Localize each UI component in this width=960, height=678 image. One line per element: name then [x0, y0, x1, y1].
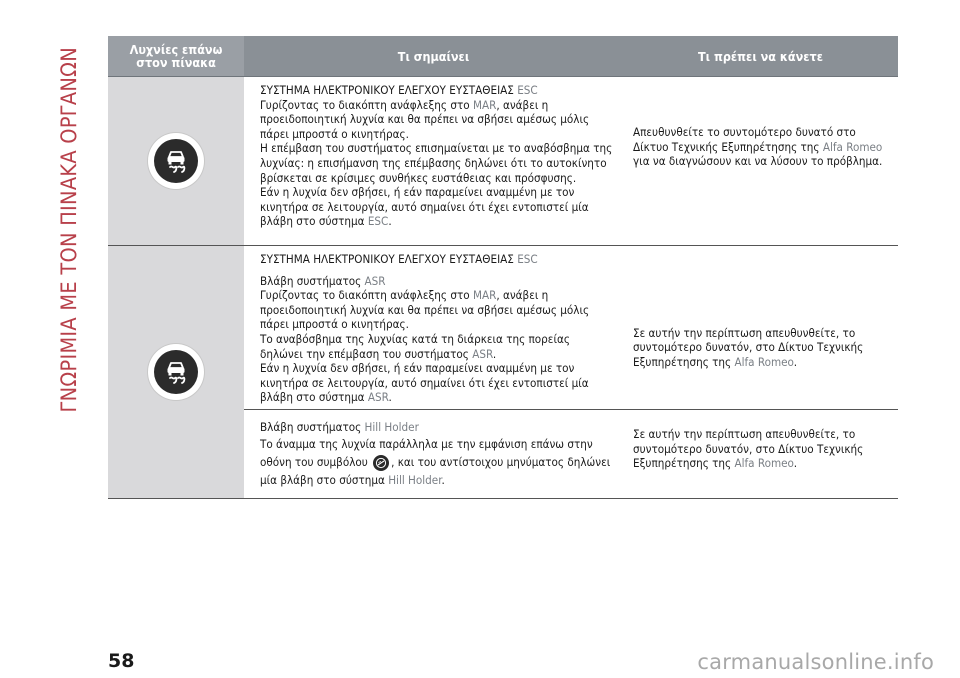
action-cell — [623, 410, 898, 498]
table-row — [108, 246, 898, 499]
side-title-text: ΓΝΩΡΙΜΙΑ ΜΕ ΤΟΝ ΠΙΝΑΚΑ ΟΡΓΑΝΩΝ — [56, 47, 82, 413]
asr-subtitle: Βλάβη συστήματος ASR — [260, 273, 386, 288]
table-row — [108, 77, 898, 246]
hill-holder-subtitle: Βλάβη συστήματος Hill Holder — [260, 420, 419, 434]
warning-lights-table — [108, 36, 898, 499]
asr-text-3: Εάν η λυχνία δεν σβήσει, ή εάν παραμείνει αναμμένη με τον κινητήρα σε λειτουργία, αυτό σημαίνει ότι έχει εντοπιστεί μία βλάβη στο σύστημα ASR. — [260, 361, 589, 405]
page-number: 58 — [108, 650, 135, 672]
esc-title: ΣΥΣΤΗΜΑ ΗΛΕΚΤΡΟΝΙΚΟΥ ΕΛΕΓΧΟΥ ΕΥΣΤΑΘΕΙΑΣ ESC — [260, 83, 538, 97]
meaning-cell — [244, 77, 623, 245]
table-header — [108, 36, 898, 77]
esc-skid-icon — [154, 139, 198, 183]
meaning-cell — [244, 246, 623, 409]
esc-text-3: Εάν η λυχνία δεν σβήσει, ή εάν παραμείνει αναμμένη με τον κινητήρα σε λειτουργία, αυτό σημαίνει ότι έχει εντοπιστεί μία βλάβη στο σύστημα ESC. — [260, 185, 589, 229]
asr-text-2: Το αναβόσβημα της λυχνίας κατά τη διάρκεια της πορείας δηλώνει την επέμβαση του συστήματος ASR. — [260, 331, 570, 361]
watermark: carmanualsonline.info — [697, 650, 934, 674]
action-cell — [623, 246, 898, 409]
meaning-cell — [244, 410, 623, 498]
icon-cell — [108, 77, 244, 245]
esc-action: Απευθυνθείτε το συντομότερο δυνατό στο Δίκτυο Τεχνικής Εξυπηρέτησης της Alfa Romeo για να διαγνώσουν και να λύσουν το πρόβλημα. — [633, 125, 883, 169]
action-cell — [623, 77, 898, 245]
header-action: Τι πρέπει να κάνετε — [697, 48, 823, 64]
hill-holder-text: Το άναμμα της λυχνία παράλληλα με την εμφάνιση επάνω στην οθόνη του συμβόλου , και του αντίστοιχου μηνύματος δηλώνει μία βλάβη στο σύστημα Hill Holder. — [260, 436, 611, 487]
hill-holder-subrow — [244, 409, 898, 498]
header-lights: Λυχνίες επάνω στον πίνακα — [108, 36, 244, 76]
asr-warning-light — [148, 344, 204, 400]
header-meaning: Τι σημαίνει — [397, 48, 470, 64]
asr-text-1: Γυρίζοντας το διακόπτη ανάφλεξης στο MAR, ανάβει η προειδοποιητική λυχνία και θα πρέπει να σβήσει αμέσως μόλις πάρει μπροστά ο κινητήρας. — [260, 288, 590, 332]
asr-action: Σε αυτήν την περίπτωση απευθυνθείτε, το συντομότερο δυνατόν, στο Δίκτυο Τεχνικής Εξυπηρέτησης της Alfa Romeo. — [633, 325, 864, 369]
section-side-title — [44, 20, 94, 440]
asr-subrow — [244, 246, 898, 409]
hill-holder-icon — [373, 455, 389, 471]
esc-warning-light — [148, 133, 204, 189]
hill-holder-action: Σε αυτήν την περίπτωση απευθυνθείτε, το συντομότερο δυνατόν, στο Δίκτυο Τεχνικής Εξυπηρέτησης της Alfa Romeo. — [633, 427, 864, 471]
row2-right — [244, 246, 898, 498]
esc-text-2: Η επέμβαση του συστήματος επισημαίνεται με το αναβόσβημα της λυχνίας: η επισήμανση της επέμβασης δηλώνει ότι το αυτοκίνητο βρίσκεται σε κρίσιμες συνθήκες ευστάθειας και πρόσφυσης. — [260, 141, 613, 185]
icon-cell — [108, 246, 244, 498]
asr-title: ΣΥΣΤΗΜΑ ΗΛΕΚΤΡΟΝΙΚΟΥ ΕΛΕΓΧΟΥ ΕΥΣΤΑΘΕΙΑΣ ESC — [260, 252, 538, 266]
asr-skid-icon — [154, 350, 198, 394]
esc-text-1: Γυρίζοντας το διακόπτη ανάφλεξης στο MAR, ανάβει η προειδοποιητική λυχνία και θα πρέπει να σβήσει αμέσως μόλις πάρει μπροστά ο κινητήρας. — [260, 97, 590, 141]
